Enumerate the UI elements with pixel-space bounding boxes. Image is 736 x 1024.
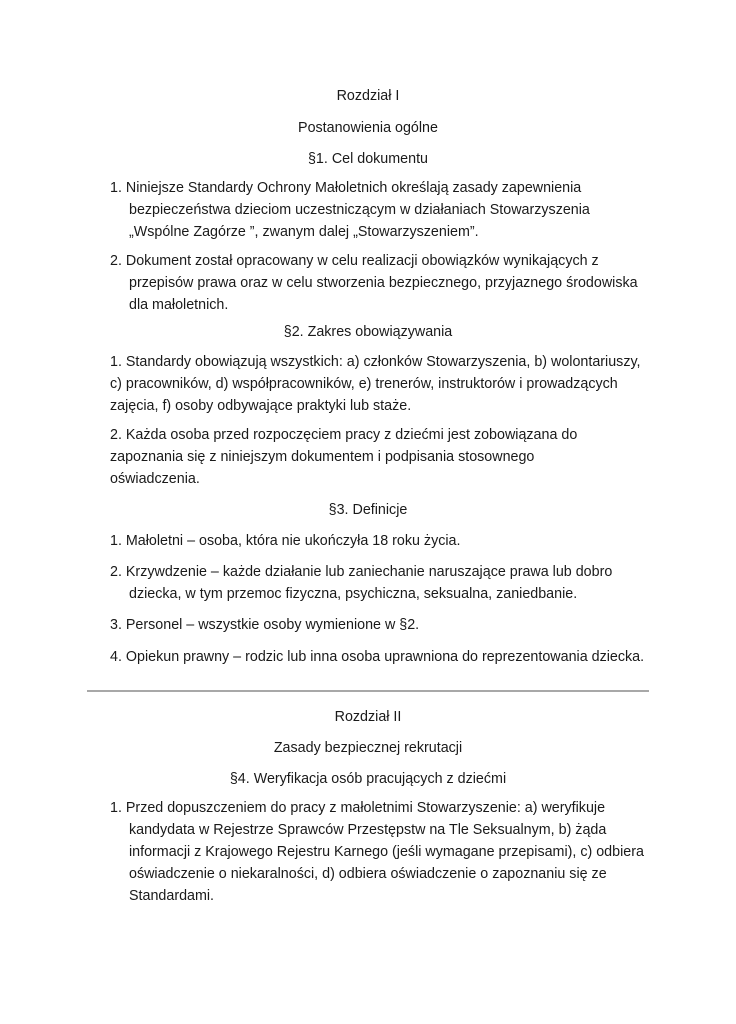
text-line: informacji z Krajowego Rejestru Karnego (jeśli wymagane przepisami), c) odbiera bbox=[129, 844, 644, 860]
list-item bbox=[110, 646, 644, 668]
text-line: dla małoletnich. bbox=[129, 297, 229, 313]
list-item bbox=[110, 530, 460, 552]
text-line: 2. Dokument został opracowany w celu realizacji obowiązków wynikających z bbox=[110, 253, 599, 269]
text-line: 4. Opiekun prawny – rodzic lub inna osoba uprawniona do reprezentowania dziecka. bbox=[110, 649, 645, 665]
chapter-subheading: Zasady bezpiecznej rekrutacji bbox=[273, 740, 463, 756]
text-line: dziecka, w tym przemoc fizyczna, psychiczna, seksualna, zaniedbanie. bbox=[129, 586, 578, 602]
text-line: 1. Standardy obowiązują wszystkich: a) członków Stowarzyszenia, b) wolontariuszy, bbox=[110, 354, 641, 370]
text-line: bezpieczeństwa dzieciom uczestniczącym w działaniach Stowarzyszenia bbox=[129, 202, 590, 218]
text-line: oświadczenie o niekaralności, d) odbiera oświadczenie o zapoznaniu się ze bbox=[129, 866, 607, 882]
section-title: §1. Cel dokumentu bbox=[307, 151, 428, 167]
text-line: 1. Przed dopuszczeniem do pracy z małoletnimi Stowarzyszenie: a) weryfikuje bbox=[110, 800, 606, 816]
list-item bbox=[110, 797, 644, 907]
text-line: 3. Personel – wszystkie osoby wymienione w §2. bbox=[110, 617, 420, 633]
list-item bbox=[110, 177, 590, 243]
chapter-heading: Rozdział I bbox=[336, 88, 400, 104]
list-item bbox=[110, 561, 612, 605]
text-line: oświadczenia. bbox=[110, 471, 200, 487]
list-item bbox=[110, 351, 641, 417]
text-line: zapoznania się z niniejszym dokumentem i podpisania stosownego bbox=[110, 449, 535, 465]
page-divider bbox=[87, 690, 649, 692]
text-line: c) pracowników, d) współpracowników, e) trenerów, instruktorów i prowadzących bbox=[110, 376, 618, 392]
section-title: §2. Zakres obowiązywania bbox=[283, 324, 453, 340]
text-line: 1. Małoletni – osoba, która nie ukończyła 18 roku życia. bbox=[110, 533, 461, 549]
chapter-heading: Rozdział II bbox=[334, 709, 402, 725]
section-title: §4. Weryfikacja osób pracujących z dziećmi bbox=[229, 771, 507, 787]
text-line: 1. Niniejsze Standardy Ochrony Małoletnich określają zasady zapewnienia bbox=[110, 180, 582, 196]
section-title: §3. Definicje bbox=[328, 502, 408, 518]
text-line: Standardami. bbox=[129, 888, 215, 904]
chapter-subheading: Postanowienia ogólne bbox=[298, 120, 438, 136]
list-item bbox=[110, 614, 419, 636]
list-item bbox=[110, 424, 577, 490]
text-line: 2. Krzywdzenie – każde działanie lub zaniechanie naruszające prawa lub dobro bbox=[110, 564, 613, 580]
list-item bbox=[110, 250, 638, 316]
text-line: przepisów prawa oraz w celu stworzenia bezpiecznego, przyjaznego środowiska bbox=[129, 275, 638, 291]
text-line: 2. Każda osoba przed rozpoczęciem pracy z dziećmi jest zobowiązana do bbox=[110, 427, 578, 443]
text-line: „Wspólne Zagórze ”, zwanym dalej „Stowarzyszeniem”. bbox=[129, 224, 479, 240]
text-line: zajęcia, f) osoby odbywające praktyki lub staże. bbox=[110, 398, 412, 414]
text-line: kandydata w Rejestrze Sprawców Przestępstw na Tle Seksualnym, b) żąda bbox=[129, 822, 607, 838]
